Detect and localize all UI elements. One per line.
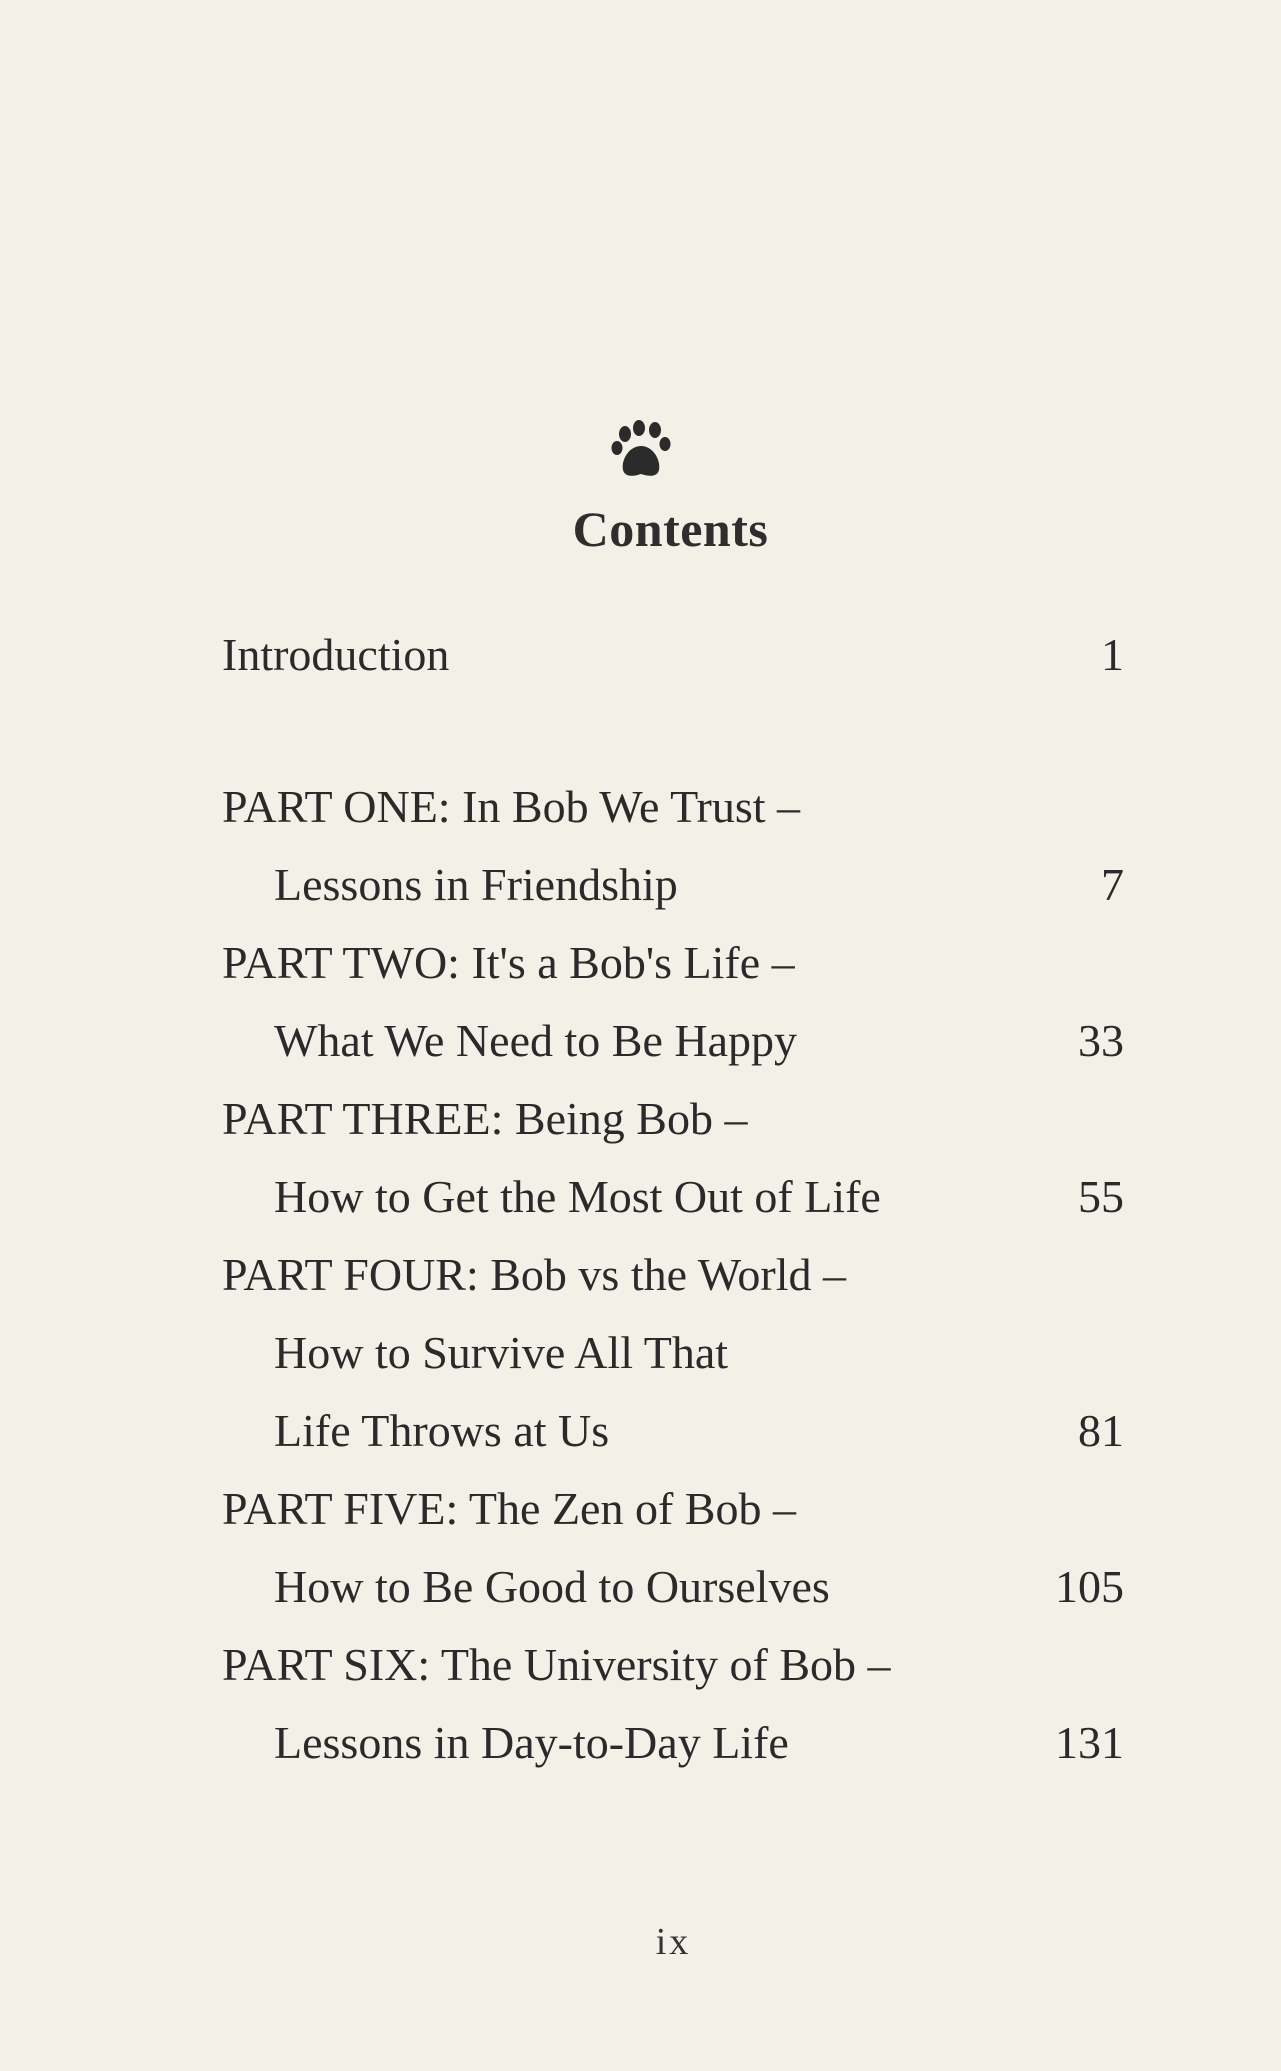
toc-entry-part-six[interactable] (222, 1630, 1124, 1700)
toc-entry-title: How to Survive All That (274, 1327, 729, 1378)
toc-entry-title: PART ONE: In Bob We Trust – (222, 781, 801, 832)
toc-entry-title: What We Need to Be Happy (274, 1015, 798, 1066)
toc-entry-part-one-subtitle[interactable] (222, 850, 1124, 920)
toc-entry-part-three[interactable] (222, 1084, 1124, 1154)
toc-entry-title: PART SIX: The University of Bob – (222, 1639, 891, 1690)
toc-entry-introduction[interactable] (222, 620, 1124, 690)
toc-entry-part-four-subtitle-line1[interactable] (222, 1318, 1124, 1388)
toc-entry-title: PART TWO: It's a Bob's Life – (222, 937, 795, 988)
toc-entry-page: 131 (1055, 1717, 1124, 1768)
page-title: Contents (572, 501, 769, 557)
toc-entry-part-one[interactable] (222, 772, 1124, 842)
toc-entry-page: 55 (1078, 1171, 1124, 1222)
toc-entry-title: PART THREE: Being Bob – (222, 1093, 748, 1144)
toc-entry-title: How to Get the Most Out of Life (274, 1171, 881, 1222)
toc-entry-part-four[interactable] (222, 1240, 1124, 1310)
page-number: ix (655, 1921, 692, 1963)
toc-entry-page: 7 (1101, 859, 1124, 910)
toc-entry-part-three-subtitle[interactable] (222, 1162, 1124, 1232)
toc-entry-part-six-subtitle[interactable] (222, 1708, 1124, 1778)
toc-entry-title: Introduction (222, 629, 450, 680)
toc-entry-part-five[interactable] (222, 1474, 1124, 1544)
paw-print-icon (609, 420, 673, 484)
toc-entry-page: 33 (1078, 1015, 1124, 1066)
toc-entry-page: 81 (1078, 1405, 1124, 1456)
toc-entry-page: 105 (1055, 1561, 1124, 1612)
toc-entry-part-four-subtitle-line2[interactable] (222, 1396, 1124, 1466)
toc-entry-page: 1 (1101, 629, 1124, 680)
toc-entry-part-five-subtitle[interactable] (222, 1552, 1124, 1622)
toc-entry-title: How to Be Good to Ourselves (274, 1561, 830, 1612)
toc-entry-title: Lessons in Friendship (274, 859, 678, 910)
toc-entry-title: Life Throws at Us (274, 1405, 610, 1456)
toc-entry-part-two-subtitle[interactable] (222, 1006, 1124, 1076)
toc-entry-title: Lessons in Day-to-Day Life (274, 1717, 789, 1768)
toc-entry-title: PART FOUR: Bob vs the World – (222, 1249, 847, 1300)
toc-entry-title: PART FIVE: The Zen of Bob – (222, 1483, 796, 1534)
toc-entry-part-two[interactable] (222, 928, 1124, 998)
